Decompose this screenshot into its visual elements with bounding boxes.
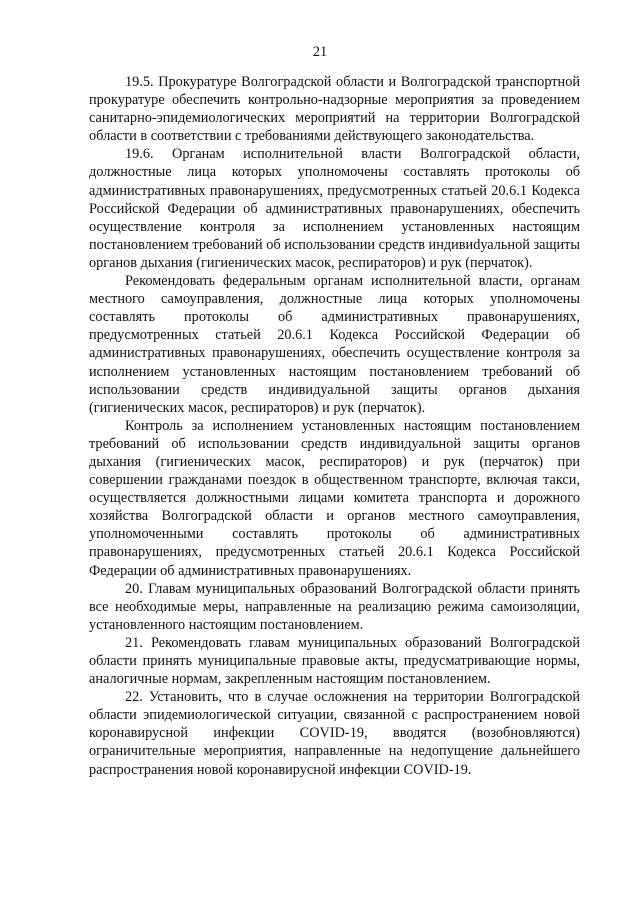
paragraph-recommend-federal: Рекомендовать федеральным органам исполнительной власти, органам местного самоуправления, должностные лица которых уполномочены составлять протоколы об административных правонарушениях, предусмотренных статьей 20.6.1 Кодекса Российской Федерации об административных правонарушениях, обеспечить осуществление контроля за исполнением установленных настоящим постановлением требований об использовании средств индивидуальной защиты органов дыхания (гигиенических масок, респираторов) и рук (перчаток). (89, 273, 580, 416)
paragraph-19-5: 19.5. Прокуратуре Волгоградской области и Волгоградской транспортной прокуратуре обеспечить контрольно-надзорные мероприятия за проведением санитарно-эпидемиологических мероприятий на территории Волгоградской области в соответствии с требованиями действующего законодательства. (89, 74, 580, 145)
paragraph-22: 22. Установить, что в случае осложнения на территории Волгоградской области эпидемиологической ситуации, связанной с распространением новой коронавирусной инфекции COVID-19, вводятся (возобновляются) ограничительные мероприятия, направленные на недопущение дальнейшего распространения новой коронавирусной инфекции COVID-19. (89, 689, 580, 778)
page-number: 21 (312, 44, 328, 60)
paragraph-20: 20. Главам муниципальных образований Волгоградской области принять все необходимые меры, направленные на реализацию режима самоизоляции, установленного настоящим постановлением. (89, 580, 580, 633)
document-body (89, 73, 580, 779)
paragraph-transport-control: Контроль за исполнением установленных настоящим постановлением требований об использовании средств индивидуальной защиты органов дыхания (гигиенических масок, респираторов) и рук (перчаток) при совершении гражданами поездок в общественном транспорте, включая такси, осуществляется должностными лицами комитета транспорта и дорожного хозяйства Волгоградской области и органов местного самоуправления, уполномоченными составлять протоколы об административных правонарушениях, предусмотренных статьей 20.6.1 Кодекса Российской Федерации об административных правонарушениях. (89, 417, 580, 579)
paragraph-21: 21. Рекомендовать главам муниципальных образований Волгоградской области принять муниципальные правовые акты, предусматривающие нормы, аналогичные нормам, закрепленным настоящим постановлением. (89, 634, 580, 688)
paragraph-19-6: 19.6. Органам исполнительной власти Волгоградской области, должностные лица которых уполномочены составлять протоколы об административных правонарушениях, предусмотренных статьей 20.6.1 Кодекса Российской Федерации об административных правонарушениях, обеспечить осуществление контроля за исполнением установленных настоящим постановлением требований об использовании средств индивиdуальной защиты органов дыхания (гигиенических масок, респираторов) и рук (перчаток). (89, 146, 580, 271)
